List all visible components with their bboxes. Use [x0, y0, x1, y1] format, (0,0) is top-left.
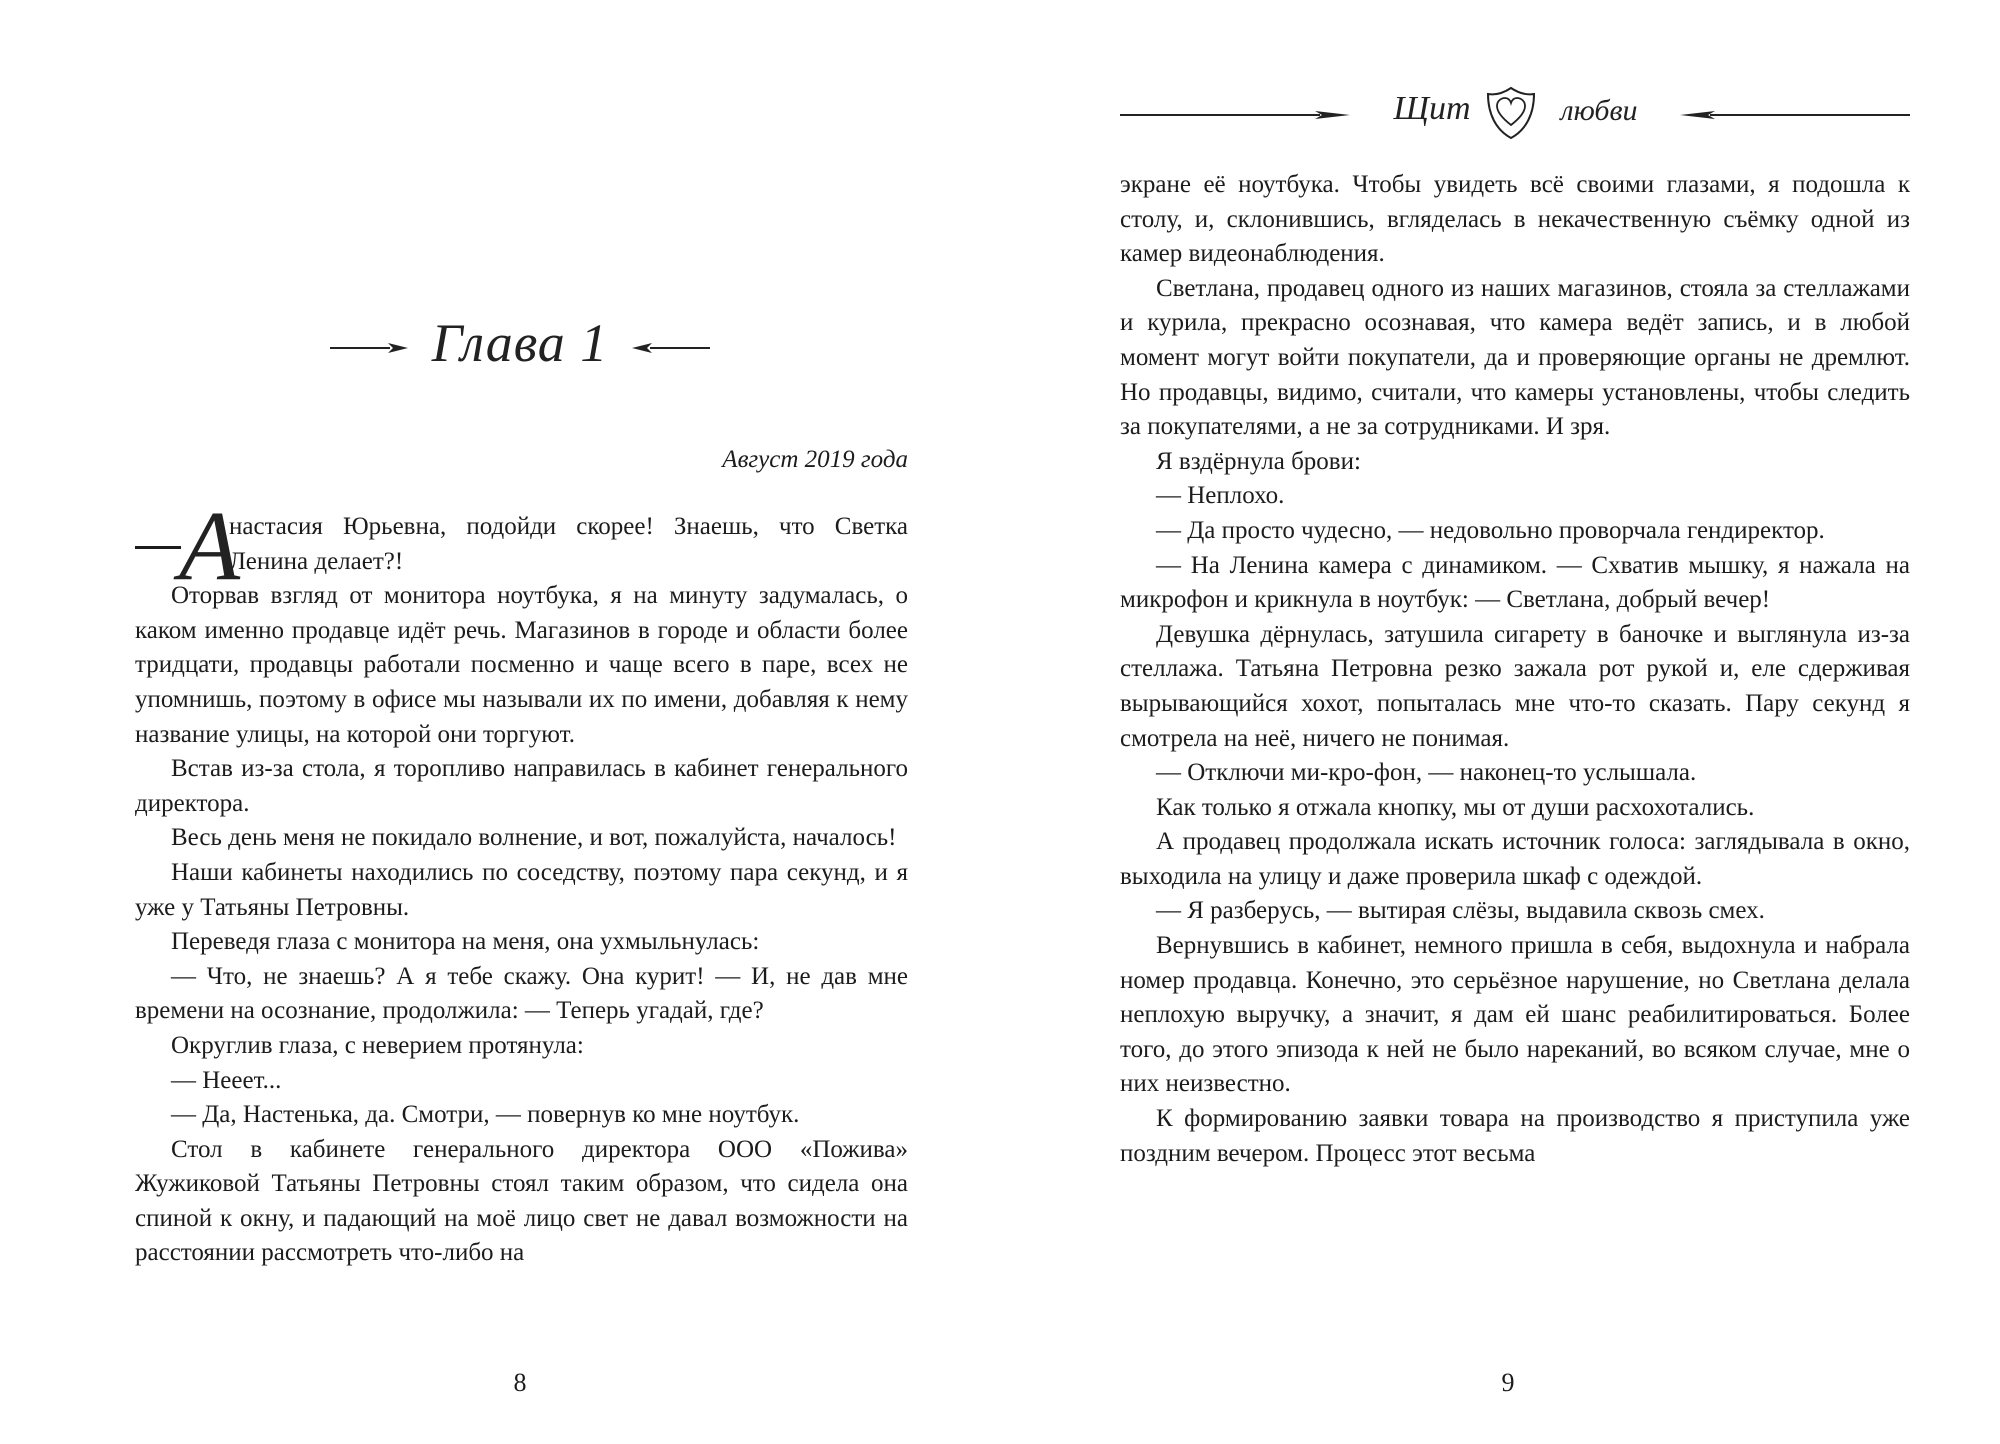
paragraph: Вернувшись в кабинет, немного пришла в себя, выдохнула и набрала номер продавца. Конечно, это серьёзное нарушение, но Светлана делала неплохую выручку, а значит, я дам ей шанс реабилитироваться. Более того, до этого эпизода к ней не было нареканий, во всяком случае, мне о них неизвестно. — [1120, 932, 1910, 1098]
paragraph: — Неплохо. — [1156, 482, 1285, 510]
paragraph: Весь день меня не покидало волнение, и вот, пожалуйста, началось! — [171, 824, 897, 852]
paragraph: Оторвав взгляд от монитора ноутбука, я на минуту задумалась, о каком именно продавце идёт речь. Магазинов в городе и области более тридцати, продавцы работали посменно и чаще всего в паре, всех не упомнишь, поэтому в офисе мы называли их по имени, добавляя к нему название улицы, на которой они торгуют. — [135, 582, 908, 748]
paragraph: Переведя глаза с монитора на меня, она ухмыльнулась: — [171, 928, 760, 956]
left-page-body — [135, 490, 908, 1271]
paragraph: — Да просто чудесно, — недовольно проворчала гендиректор. — [1156, 516, 1825, 544]
paragraph: Округлив глаза, с неверием протянула: — [171, 1031, 584, 1059]
paragraph: Встав из-за стола, я торопливо направилась в кабинет генерального директора. — [135, 755, 908, 817]
page-number-right: 9 — [1501, 1368, 1515, 1397]
ornament-left-icon — [330, 342, 408, 354]
paragraph: К формированию заявки товара на производство я приступила уже поздним вечером. Процесс этот весьма — [1120, 1105, 1910, 1167]
em-dash-mark — [135, 546, 181, 549]
header-title-word-1: Щит — [1393, 90, 1471, 127]
drop-cap: А — [179, 490, 241, 601]
paragraph-text: настасия Юрьевна, подойди скорее! Знаешь, что Светка Ленина делает?! — [229, 513, 908, 575]
running-header — [1120, 88, 1910, 140]
paragraph: — Что, не знаешь? А я тебе скажу. Она курит! — И, не дав мне времени на осознание, продолжила: — Теперь угадай, где? — [135, 962, 908, 1025]
paragraph: — Нееет... — [171, 1066, 282, 1094]
header-rule-right-icon — [1680, 110, 1910, 120]
chapter-title: Глава 1 — [431, 313, 609, 373]
paragraph: — Я разберусь, — вытирая слёзы, выдавила сквозь смех. — [1156, 897, 1765, 925]
shield-heart-icon — [1482, 84, 1540, 142]
paragraph: — На Ленина камера с динамиком. — Схватив мышку, я нажала на микрофон и крикнула в ноутбук: — Светлана, добрый вечер! — [1120, 551, 1910, 614]
paragraph: Стол в кабинете генерального директора ООО «Пожива» Жужиковой Татьяны Петровны стоял таким образом, что сидела она спиной к окну, и падающий на моё лицо свет не давал возможности на расстоянии рассмотреть что-либо на — [135, 1135, 908, 1267]
opening-paragraph — [135, 490, 908, 601]
paragraph: Наши кабинеты находились по соседству, поэтому пара секунд, и я уже у Татьяны Петровны. — [135, 858, 908, 921]
paragraph: Девушка дёрнулась, затушила сигарету в баночке и выглянула из-за стеллажа. Татьяна Петровна резко зажала рот рукой и, еле сдерживая вырывающийся хохот, попыталась мне что-то сказать. Пару секунд я смотрела на неё, ничего не понимая. — [1120, 620, 1910, 752]
paragraph: Светлана, продавец одного из наших магазинов, стояла за стеллажами и курила, прекрасно осознавая, что камера ведёт запись, и в любой момент могут войти покупатели, да и проверяющие органы не дремлют. Но продавцы, видимо, считали, что камеры установлены, чтобы следить за покупателями, а не за сотрудниками. И зря. — [1120, 274, 1910, 441]
paragraph: Как только я отжала кнопку, мы от души расхохотались. — [1156, 793, 1755, 821]
paragraph: — Отключи ми-кро-фон, — наконец-то услышала. — [1156, 759, 1697, 787]
paragraph: Я вздёрнула брови: — [1156, 447, 1361, 475]
header-title-word-2: любви — [1560, 94, 1638, 127]
chapter-date: Август 2019 года — [722, 446, 908, 473]
chapter-heading — [330, 312, 710, 382]
header-rule-left-icon — [1120, 110, 1350, 120]
paragraph: А продавец продолжала искать источник голоса: заглядывала в окно, выходила на улицу и даже проверила шкаф с одеждой. — [1120, 828, 1910, 890]
right-page-body — [1120, 168, 1910, 1171]
ornament-right-icon — [632, 342, 710, 354]
right-page — [1000, 0, 2000, 1444]
paragraph: экране её ноутбука. Чтобы увидеть всё своими глазами, я подошла к столу, и, склонившись, вгляделась в некачественную съёмку одной из камер видеонаблюдения. — [1120, 171, 1910, 268]
paragraph: — Да, Настенька, да. Смотри, — повернув ко мне ноутбук. — [171, 1101, 800, 1129]
page-number-left: 8 — [513, 1368, 527, 1397]
